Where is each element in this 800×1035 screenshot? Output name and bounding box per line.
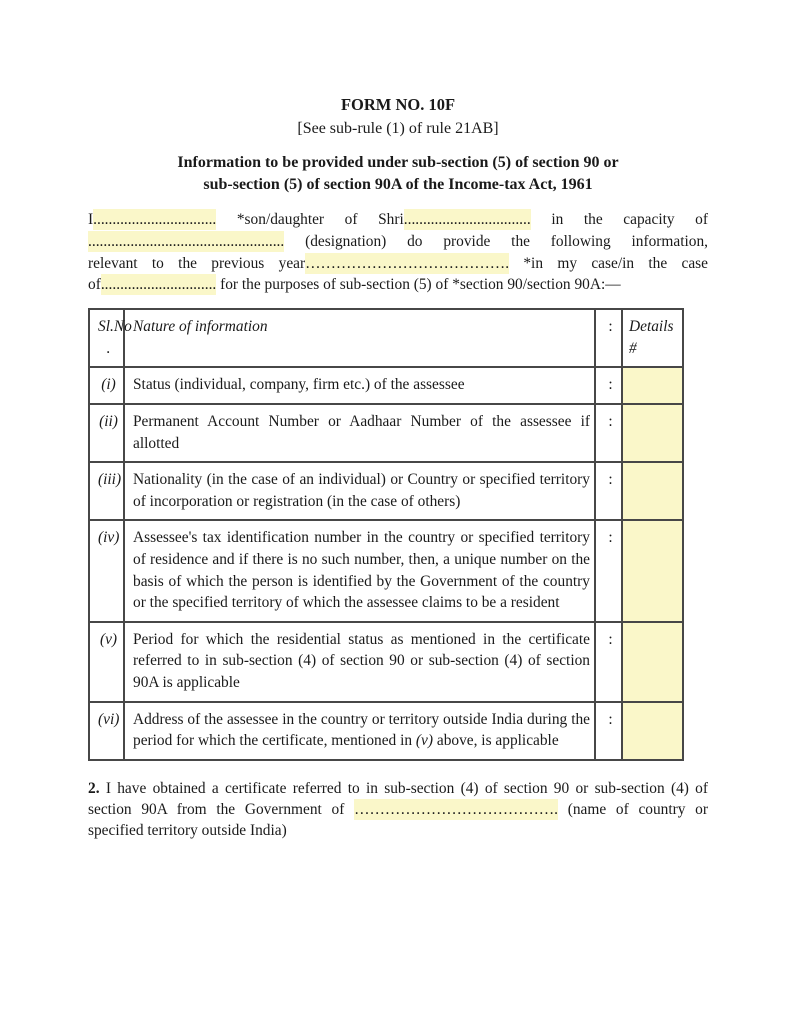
paragraph-line	[88, 799, 708, 820]
details-field[interactable]	[622, 622, 683, 702]
text-segment: of	[88, 276, 101, 294]
row-number-cell: (iv)	[89, 520, 124, 621]
text-segment: 2.	[88, 779, 100, 797]
text-segment: (name of country or	[558, 800, 708, 818]
form-heading-line-2: sub-section (5) of section 90A of the Income-tax Act, 1961	[203, 176, 593, 193]
fill-blank[interactable]: ...................................................	[88, 232, 285, 250]
information-table	[88, 308, 684, 761]
text-segment: section 90A from the Government of	[88, 800, 355, 818]
table-row	[89, 520, 683, 621]
form-heading	[88, 152, 708, 196]
details-field[interactable]	[622, 462, 683, 520]
colon-separator: :	[595, 367, 622, 404]
details-field[interactable]	[622, 702, 683, 760]
fill-blank[interactable]: ………………………………….	[305, 254, 510, 272]
nature-cell	[124, 462, 595, 520]
details-field[interactable]	[622, 520, 683, 621]
row-number-cell: (v)	[89, 622, 124, 702]
header-cell-colon: :	[595, 309, 622, 367]
fill-blank[interactable]: ................................	[93, 211, 217, 228]
text-segment: Status (individual, company, firm etc.) of the assessee	[133, 376, 465, 394]
text-segment: above, is applicable	[433, 732, 559, 750]
colon-separator: :	[595, 622, 622, 702]
text-segment: Nationality (in the case of an individual) or Country or specified territory of incorporation or registration (in the case of others)	[133, 471, 590, 510]
row-number-cell: (vi)	[89, 702, 124, 760]
table-row	[89, 702, 683, 760]
row-number-cell: (i)	[89, 367, 124, 404]
fill-blank[interactable]: .................................	[403, 211, 531, 228]
colon-separator: :	[595, 520, 622, 621]
colon-separator: :	[595, 462, 622, 520]
paragraph-line	[88, 253, 708, 275]
paragraph-line	[88, 231, 708, 253]
nature-cell	[124, 404, 595, 462]
text-segment: (designation) do provide the following information,	[284, 232, 708, 250]
form-heading-line-1: Information to be provided under sub-section (5) of section 90 or	[177, 154, 619, 171]
text-segment: *in my case/in the case	[509, 254, 708, 272]
text-segment: Assessee's tax identification number in the country or specified territory of residence and if there is no such number, then, a unique number on the basis of which the person is identified by the Government of the country or the specified territory of which the assessee claims to be a resident	[133, 529, 590, 612]
nature-cell	[124, 520, 595, 621]
text-segment: Address of the assessee in the country or territory outside India during the period for which the certificate, mentioned in	[133, 710, 590, 750]
text-segment: I	[88, 211, 94, 228]
table-row	[89, 462, 683, 520]
details-field[interactable]	[622, 404, 683, 462]
text-segment: relevant to the previous year	[88, 254, 306, 272]
fill-blank[interactable]: ………………………………….	[354, 800, 558, 818]
table-row	[89, 622, 683, 702]
paragraph-line	[88, 778, 708, 799]
form-content	[88, 95, 708, 841]
table-row	[89, 367, 683, 404]
text-segment: in the capacity of	[530, 211, 708, 228]
certificate-paragraph	[88, 778, 708, 841]
paragraph-line	[88, 209, 708, 231]
paragraph-line	[88, 274, 708, 296]
sub-rule-reference: [See sub-rule (1) of rule 21AB]	[297, 120, 499, 137]
text-segment: for the purposes of sub-section (5) of *section 90/section 90A:—	[216, 276, 621, 294]
header-cell-details: Details #	[622, 309, 683, 367]
paragraph-line	[88, 820, 708, 841]
form-number-title: FORM NO. 10F	[340, 95, 456, 114]
nature-cell	[124, 622, 595, 702]
text-segment: specified territory outside India)	[88, 821, 287, 839]
text-segment: I have obtained a certificate referred to in sub-section (4) of section 90 or sub-section (4) of	[99, 779, 708, 797]
nature-cell	[124, 367, 595, 404]
row-number-cell: (ii)	[89, 404, 124, 462]
table-row	[89, 404, 683, 462]
colon-separator: :	[595, 404, 622, 462]
table-header-row	[89, 309, 683, 367]
fill-blank[interactable]: ..............................	[100, 276, 217, 294]
text-segment: (v)	[415, 732, 434, 750]
text-segment: Period for which the residential status as mentioned in the certificate referred to in sub-section (4) of section 90 or sub-section (4) of section 90A is applicable	[133, 630, 590, 691]
declaration-paragraph	[88, 209, 708, 296]
details-field[interactable]	[622, 367, 683, 404]
nature-cell	[124, 702, 595, 760]
header-cell-nature: Nature of information	[124, 309, 595, 367]
row-number-cell: (iii)	[89, 462, 124, 520]
text-segment: Permanent Account Number or Aadhaar Number of the assessee if allotted	[133, 412, 590, 452]
text-segment: *son/daughter of Shri	[216, 211, 404, 228]
header-cell-sl-no: Sl.No .	[89, 309, 124, 367]
colon-separator: :	[595, 702, 622, 760]
